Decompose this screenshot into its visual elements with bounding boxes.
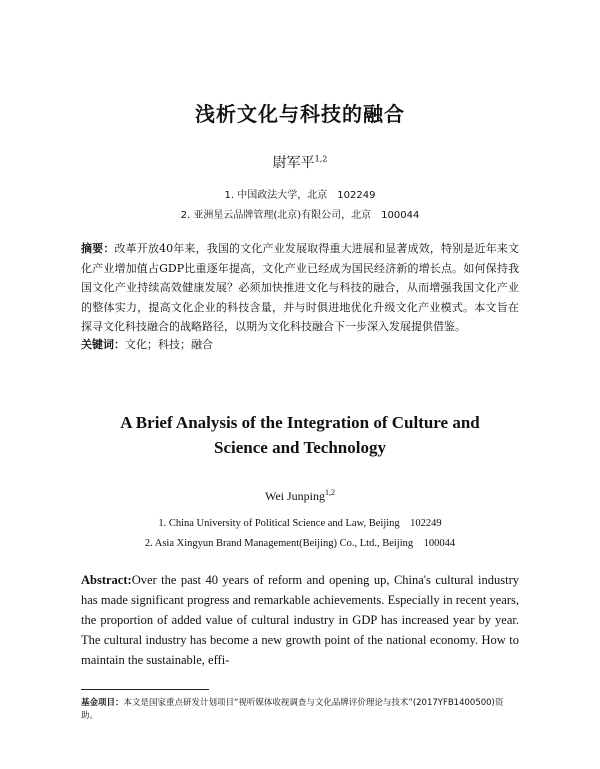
english-abstract [81,570,519,670]
chinese-author [0,152,600,172]
chinese-keywords-text: 文化；科技；融合 [125,338,213,351]
english-author-name: Wei Junping [264,489,326,503]
chinese-abstract-label: 摘要： [81,242,115,255]
chinese-affiliation-2: 2. 亚洲星云品牌管理(北京)有限公司，北京 100044 [180,210,420,221]
chinese-affiliation-1: 1. 中国政法大学，北京 102249 [224,190,376,201]
chinese-keywords [81,335,519,354]
chinese-abstract-text: 改革开放40年来，我国的文化产业发展取得重大进展和显著成效，特别是近年来文化产业增加值占GDP比重逐年提高，文化产业已经成为国民经济新的增长点。如何保持我国文化产业持续高效健康发展？必须加快推进文化与科技的融合，从而增强我国文化产业的整体实力，提高文化企业的科技含量，并与时俱进地优化升级文化产业模式。本文旨在探寻文化科技融合的战略路径，以期为文化科技融合下一步深入发展提供借鉴。 [81,242,520,333]
footnote-label: 基金项目： [81,698,124,708]
english-affiliation-1: 1. China University of Political Science and Law, Beijing 102249 [158,518,442,529]
footnote-text: 本文是国家重点研发计划项目“视听媒体收视调查与文化品牌评价理论与技术”(2017YFB1400500)资助。 [81,698,504,721]
chinese-keywords-label: 关键词： [81,338,125,351]
english-abstract-label: Abstract: [81,573,132,587]
english-author-affiliation-marker: 1,2 [325,488,336,497]
footnote-divider [81,689,209,690]
chinese-title: 浅析文化与科技的融合 [195,102,405,126]
english-title [0,410,600,460]
english-abstract-text: Over the past 40 years of reform and opening up, China's cultural industry has made significant progress and remarkable achievements. Especially in recent years, the proportion of added value of cultural industry in GDP has increased year by year. The cultural industry has become a new growth point of the national economy. How to maintain the sustainable, effi- [81,573,519,667]
chinese-abstract [81,239,519,337]
chinese-author-affiliation-marker: 1,2 [314,154,328,164]
english-author [0,488,600,504]
funding-footnote [81,697,519,723]
english-title-line-2: Science and Technology [214,438,386,457]
english-affiliation-2: 2. Asia Xingyun Brand Management(Beijing) Co., Ltd., Beijing 100044 [144,538,456,549]
chinese-author-name: 尉军平 [272,155,315,171]
english-title-line-1: A Brief Analysis of the Integration of Culture and [120,413,480,432]
